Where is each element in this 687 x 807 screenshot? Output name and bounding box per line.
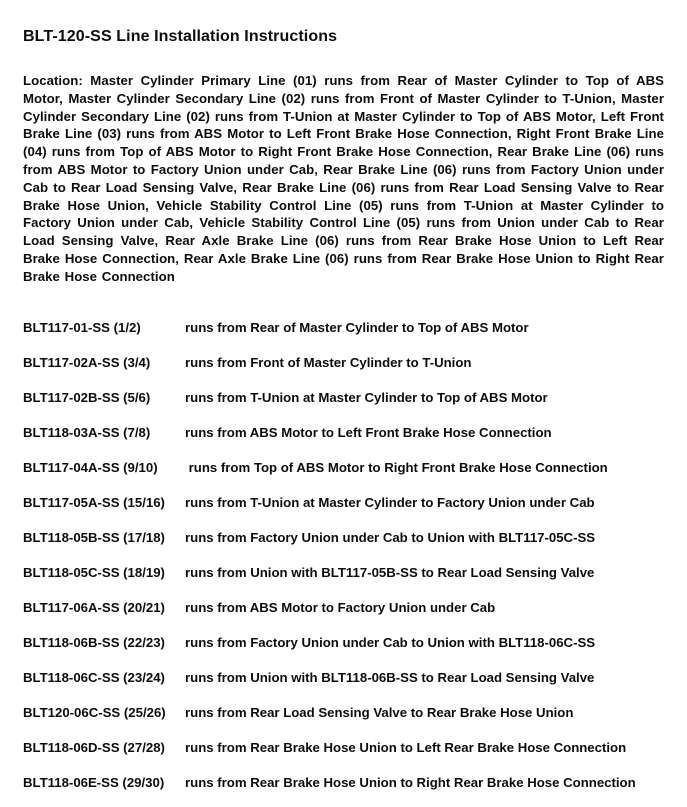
line-item-row bbox=[23, 634, 664, 652]
line-item-row bbox=[23, 389, 664, 407]
part-number: BLT118-05C-SS (18/19) bbox=[23, 564, 165, 580]
part-number: BLT118-03A-SS (7/8) bbox=[23, 424, 151, 440]
line-description: runs from Rear Brake Hose Union to Right Rear Brake Hose Connection bbox=[185, 774, 636, 790]
line-item-row bbox=[23, 599, 664, 617]
line-description: runs from ABS Motor to Factory Union under Cab bbox=[185, 599, 496, 615]
line-item-row bbox=[23, 704, 664, 722]
line-description: runs from Rear Brake Hose Union to Left Rear Brake Hose Connection bbox=[185, 739, 627, 755]
line-item-row bbox=[23, 739, 664, 757]
line-item-row bbox=[23, 459, 664, 477]
page-title: BLT-120-SS Line Installation Instructions bbox=[23, 28, 338, 45]
line-description: runs from T-Union at Master Cylinder to Top of ABS Motor bbox=[185, 389, 548, 405]
line-description: runs from Factory Union under Cab to Union with BLT117-05C-SS bbox=[185, 529, 596, 545]
part-number: BLT118-06E-SS (29/30) bbox=[23, 774, 165, 790]
line-item-row bbox=[23, 564, 664, 582]
line-item-row bbox=[23, 494, 664, 512]
line-description: runs from Rear of Master Cylinder to Top of ABS Motor bbox=[185, 319, 529, 335]
part-number: BLT117-06A-SS (20/21) bbox=[23, 599, 165, 615]
line-item-row bbox=[23, 319, 664, 337]
part-number: BLT118-06B-SS (22/23) bbox=[23, 634, 165, 650]
part-number: BLT117-04A-SS (9/10) bbox=[23, 459, 158, 475]
line-description: runs from Factory Union under Cab to Union with BLT118-06C-SS bbox=[185, 634, 596, 650]
line-description: runs from Front of Master Cylinder to T-Union bbox=[185, 354, 472, 370]
line-description: runs from ABS Motor to Left Front Brake Hose Connection bbox=[185, 424, 552, 440]
line-description: runs from Union with BLT117-05B-SS to Rear Load Sensing Valve bbox=[185, 564, 595, 580]
line-item-row bbox=[23, 774, 664, 792]
part-number: BLT118-05B-SS (17/18) bbox=[23, 529, 165, 545]
line-item-row bbox=[23, 354, 664, 372]
part-number: BLT117-02B-SS (5/6) bbox=[23, 389, 151, 405]
line-item-row bbox=[23, 669, 664, 687]
part-number: BLT120-06C-SS (25/26) bbox=[23, 704, 166, 720]
line-description: runs from Top of ABS Motor to Right Front Brake Hose Connection bbox=[185, 459, 608, 475]
part-number: BLT118-06D-SS (27/28) bbox=[23, 739, 165, 755]
part-number: BLT117-05A-SS (15/16) bbox=[23, 494, 165, 510]
line-description: runs from T-Union at Master Cylinder to Factory Union under Cab bbox=[185, 494, 595, 510]
part-number: BLT118-06C-SS (23/24) bbox=[23, 669, 165, 685]
line-item-row bbox=[23, 529, 664, 547]
part-number: BLT117-01-SS (1/2) bbox=[23, 319, 141, 335]
location-paragraph: Location: Master Cylinder Primary Line (01) runs from Rear of Master Cylinder to Top of ABS Motor, Master Cylinder Secondary Line (02) runs from Front of Master Cylinder to T-Union, Master Cylinder Secondary Line (02) runs from T-Union at Master Cylinder to Top of ABS Motor, Left Front Brake Line (03) runs from ABS Motor to Left Front Brake Hose Connection, Right Front Brake Line (04) runs from Top of ABS Motor to Right Front Brake Hose Connection, Rear Brake Line (06) runs from ABS Motor to Factory Union under Cab, Rear Brake Line (06) runs from Factory Union under Cab to Rear Load Sensing Valve, Rear Brake Line (06) runs from Rear Load Sensing Valve to Rear Brake Hose Union, Vehicle Stability Control Line (05) runs from T-Union at Master Cylinder to Factory Union under Cab, Vehicle Stability Control Line (05) runs from Union under Cab to Rear Load Sensing Valve, Rear Axle Brake Line (06) runs from Rear Brake Hose Union to Left Rear Brake Hose Connection, Rear Axle Brake Line (06) runs from Rear Brake Hose Union to Right Rear Brake Hose Connection bbox=[23, 73, 664, 284]
part-number: BLT117-02A-SS (3/4) bbox=[23, 354, 151, 370]
line-item-row bbox=[23, 424, 664, 442]
line-list bbox=[23, 319, 664, 792]
line-description: runs from Rear Load Sensing Valve to Rear Brake Hose Union bbox=[185, 704, 574, 720]
line-description: runs from Union with BLT118-06B-SS to Rear Load Sensing Valve bbox=[185, 669, 595, 685]
